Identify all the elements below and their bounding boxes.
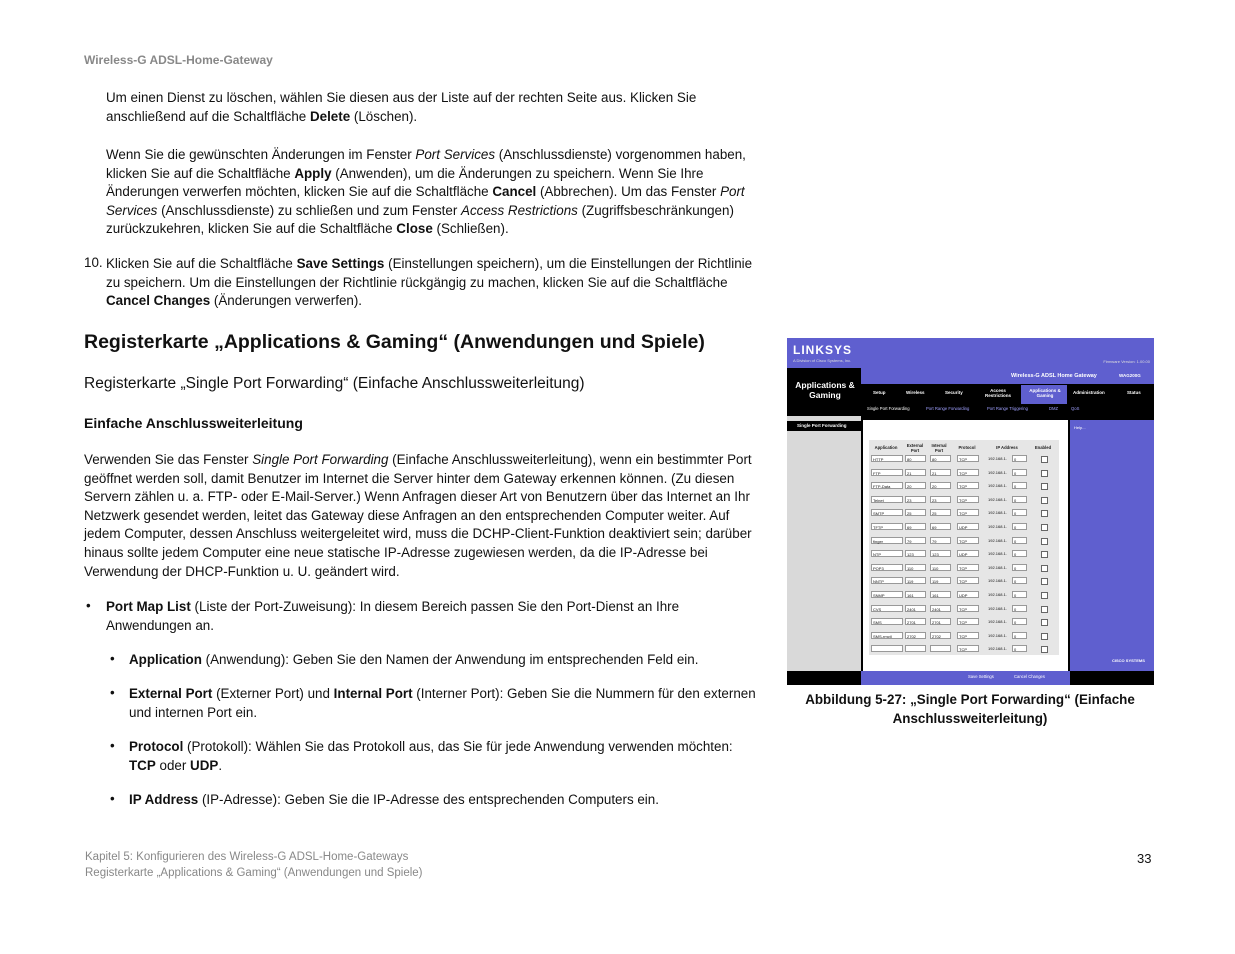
step-number: 10. xyxy=(84,255,103,270)
internal-port-field[interactable]: 21 xyxy=(930,469,951,476)
external-port-field[interactable]: 2702 xyxy=(905,632,926,639)
bold-text: UDP xyxy=(190,757,219,773)
text: (Schließen). xyxy=(432,221,509,237)
ip-prefix: 192.168.1. xyxy=(988,483,1007,489)
enabled-checkbox[interactable] xyxy=(1041,606,1048,613)
text: (Änderungen verwerfen). xyxy=(210,293,363,309)
bold-text: Internal Port xyxy=(333,686,413,701)
ip-prefix: 192.168.1. xyxy=(988,524,1007,529)
enabled-checkbox[interactable] xyxy=(1041,497,1048,504)
enabled-checkbox[interactable] xyxy=(1041,510,1048,517)
internal-port-field[interactable] xyxy=(930,645,951,652)
italic-text: Port Services xyxy=(415,147,496,162)
protocol-select[interactable]: TCP xyxy=(957,618,979,625)
subsection-heading: Registerkarte „Single Port Forwarding“ (Einfache Anschlussweiterleitung) xyxy=(84,375,585,392)
ip-prefix: 192.168.1. xyxy=(988,592,1007,597)
ip-last-octet-field[interactable]: 0 xyxy=(1012,618,1027,625)
save-settings-button[interactable]: Save Settings xyxy=(968,674,994,679)
section-title: Applications & Gaming xyxy=(795,380,855,400)
external-port-field[interactable]: 2401 xyxy=(905,605,926,612)
ip-last-octet-field[interactable]: 0 xyxy=(1012,455,1027,462)
left-gray-panel xyxy=(787,416,861,671)
bullet-port-map-list xyxy=(106,598,726,635)
enabled-checkbox[interactable] xyxy=(1041,578,1048,585)
application-field[interactable]: POP3 xyxy=(871,564,903,571)
sub-subsection-heading: Einfache Anschlussweiterleitung xyxy=(84,415,303,431)
table-row xyxy=(869,523,1059,533)
logo-subtitle: A Division of Cisco Systems, Inc. xyxy=(793,358,852,363)
column-header: Protocol xyxy=(958,445,976,450)
ip-last-octet-field[interactable]: 0 xyxy=(1012,523,1027,530)
application-field[interactable]: NNTP xyxy=(871,577,903,584)
text: Verwenden Sie das Fenster xyxy=(84,452,253,467)
tab-access-restrictions[interactable]: Access Restrictions xyxy=(984,388,1011,398)
internal-port-field[interactable]: 123 xyxy=(930,550,951,557)
table-row xyxy=(869,591,1059,601)
tab-administration[interactable]: Administration xyxy=(1073,390,1105,395)
application-field[interactable] xyxy=(871,645,903,652)
bold-text: Save Settings xyxy=(296,256,385,271)
subtab-port-range-forwarding[interactable]: Port Range Forwarding xyxy=(926,406,970,411)
table-row xyxy=(869,496,1059,506)
ip-prefix: 192.168.1. xyxy=(988,456,1007,461)
ip-prefix: 192.168.1. xyxy=(988,646,1007,652)
bullet-symbol: • xyxy=(110,685,115,700)
bold-text: External Port xyxy=(129,686,213,701)
ip-last-octet-field[interactable]: 0 xyxy=(1012,645,1027,652)
text: Wenn Sie die gewünschten Änderungen im Fenster xyxy=(106,147,416,162)
enabled-checkbox[interactable] xyxy=(1041,592,1048,599)
bold-text: Port Map List xyxy=(106,599,191,614)
bold-text: TCP xyxy=(129,757,156,773)
text: . xyxy=(218,757,223,773)
bullet-symbol: • xyxy=(110,738,115,753)
cancel-changes-button[interactable]: Cancel Changes xyxy=(1014,674,1045,679)
application-field[interactable]: CVS xyxy=(871,605,903,612)
internal-port-field[interactable]: 80 xyxy=(930,455,951,462)
cisco-logo: CISCO SYSTEMS xyxy=(1112,658,1145,663)
paragraph-delete xyxy=(106,89,746,126)
application-field[interactable]: SMS xyxy=(871,618,903,625)
table-row xyxy=(869,618,1059,628)
tab-security[interactable]: Security xyxy=(945,390,963,395)
enabled-checkbox[interactable] xyxy=(1041,633,1048,640)
text: (Anwenden), um die Änderungen zu speichern. Wenn Sie Ihre Änderungen verwerfen möchten, klicken Sie auf die Schaltfläche xyxy=(106,165,704,200)
external-port-field[interactable]: 79 xyxy=(905,537,926,544)
bold-text: Application xyxy=(129,652,202,667)
section-heading: Registerkarte „Applications & Gaming“ (Anwendungen und Spiele) xyxy=(84,331,705,353)
text: (Anschlussdienste) zu schließen und zum Fenster xyxy=(157,202,462,218)
left-section-label: Single Port Forwarding xyxy=(797,423,847,428)
table-row xyxy=(869,550,1059,560)
text: oder xyxy=(155,757,191,773)
bold-text: Apply xyxy=(294,165,332,181)
table-row xyxy=(869,482,1059,492)
ip-last-octet-field[interactable]: 0 xyxy=(1012,591,1027,598)
internal-port-field[interactable]: 79 xyxy=(930,537,951,544)
tab-setup[interactable]: Setup xyxy=(873,390,886,395)
ip-prefix: 192.168.1. xyxy=(988,469,1007,475)
application-field[interactable]: TFTP xyxy=(871,523,903,530)
bold-text: IP Address xyxy=(129,792,199,807)
bold-text: Delete xyxy=(309,108,351,124)
internal-port-field[interactable]: 25 xyxy=(930,509,951,516)
step-10-text xyxy=(106,255,766,311)
text: (Einfache Anschlussweiterleitung), wenn ein bestimmter Port geöffnet werden soll, damit Benutzer im Internet die Server hinter dem Gateway erkennen können. (Zu diesen Servern zählen u. a. FTP- oder E-Mail-Server.) Wenn Anfragen dieser Art von Benutzern über das Internet an Ihr Netzwerk gesendet werden, leitet das Gateway diese Anfragen an den entsprechenden Computer weiter. Auf jedem Computer, dessen Anschluss weitergeleitet wird, muss die DCHP-Client-Funktion deaktiviert sein; darüber hinaus sollte jedem Computer eine neue statische IP-Adresse zugewiesen werden, da die IP-Adresse bei Verwendung der DHCP-Funktion u. U. geändert wird. xyxy=(84,452,752,579)
bold-text: Cancel Changes xyxy=(106,293,211,309)
bold-text: Cancel xyxy=(492,184,537,200)
ip-prefix: 192.168.1. xyxy=(988,510,1007,516)
italic-text: Access Restrictions xyxy=(461,202,578,218)
application-field[interactable]: FTP-Data xyxy=(871,482,903,489)
ip-last-octet-field[interactable]: 0 xyxy=(1012,564,1027,571)
application-field[interactable]: SNMP xyxy=(871,591,903,598)
column-header: External Port xyxy=(906,443,924,453)
bullet-symbol: • xyxy=(86,598,91,613)
table-row xyxy=(869,469,1059,479)
internal-port-field[interactable]: 2701 xyxy=(930,618,951,625)
subtab-qos[interactable]: QoS xyxy=(1071,406,1080,411)
protocol-select[interactable]: TCP xyxy=(957,469,979,476)
table-row xyxy=(869,605,1059,615)
external-port-field[interactable]: 23 xyxy=(905,496,926,503)
protocol-select[interactable]: TCP xyxy=(957,564,979,571)
protocol-select[interactable]: TCP xyxy=(957,577,979,584)
enabled-checkbox[interactable] xyxy=(1041,538,1048,545)
external-port-field[interactable]: 80 xyxy=(905,455,926,462)
internal-port-field[interactable]: 23 xyxy=(930,496,951,503)
paragraph-port-services xyxy=(106,146,761,239)
ip-last-octet-field[interactable]: 0 xyxy=(1012,605,1027,612)
ip-prefix: 192.168.1. xyxy=(988,578,1007,584)
ip-last-octet-field[interactable]: 0 xyxy=(1012,550,1027,557)
application-field[interactable]: SMTP xyxy=(871,509,903,516)
table-row xyxy=(869,509,1059,519)
tab-status[interactable]: Status xyxy=(1127,390,1141,395)
product-bar xyxy=(861,368,1154,384)
text: (Anschlussdienste) vorgenommen haben, klicken Sie auf die Schaltfläche xyxy=(106,147,746,181)
help-link[interactable]: Help... xyxy=(1074,425,1086,430)
table-row xyxy=(869,455,1059,465)
cisco-footer xyxy=(1070,671,1154,685)
text: (IP-Adresse): Geben Sie die IP-Adresse des entsprechenden Computers ein. xyxy=(198,792,659,807)
running-header: Wireless-G ADSL-Home-Gateway xyxy=(84,53,273,67)
help-panel xyxy=(1070,420,1154,671)
external-port-field[interactable]: 119 xyxy=(905,577,926,584)
text: Klicken Sie auf die Schaltfläche xyxy=(106,256,297,271)
router-screenshot-figure xyxy=(787,338,1154,685)
protocol-select[interactable]: TCP xyxy=(957,537,979,544)
enabled-checkbox[interactable] xyxy=(1041,551,1048,558)
ip-last-octet-field[interactable]: 0 xyxy=(1012,577,1027,584)
enabled-checkbox[interactable] xyxy=(1041,646,1048,653)
text: (Einstellungen speichern), um die Einstellungen der Richtlinie zu speichern. Um die Einstellungen der Richtlinie rückgängig zu machen, klicken Sie auf die Schaltfläche xyxy=(106,256,753,290)
protocol-select[interactable]: TCP xyxy=(957,455,979,462)
table-row xyxy=(869,632,1059,642)
italic-text: Single Port Forwarding xyxy=(252,452,389,467)
external-port-field[interactable]: 25 xyxy=(905,509,926,516)
text: (Anwendung): Geben Sie den Namen der Anwendung im entsprechenden Feld ein. xyxy=(201,652,699,667)
page-number: 33 xyxy=(1137,851,1152,866)
text: (Interner Port): Geben Sie die Nummern für den externen und internen Port ein. xyxy=(129,686,756,720)
enabled-checkbox[interactable] xyxy=(1041,483,1048,490)
bold-text: Close xyxy=(396,221,433,237)
ip-prefix: 192.168.1. xyxy=(988,632,1007,638)
protocol-select[interactable]: UDP xyxy=(957,523,979,530)
footer-section: Registerkarte „Applications & Gaming“ (Anwendungen und Spiele) xyxy=(85,867,423,879)
external-port-field[interactable]: 110 xyxy=(905,564,926,571)
footer-chapter: Kapitel 5: Konfigurieren des Wireless-G ADSL-Home-Gateways xyxy=(85,851,409,863)
ip-last-octet-field[interactable]: 0 xyxy=(1012,496,1027,503)
bullet-protocol xyxy=(129,738,761,775)
bullet-symbol: • xyxy=(110,651,115,666)
column-header: Internal Port xyxy=(931,443,947,453)
ip-last-octet-field[interactable]: 0 xyxy=(1012,509,1027,516)
ip-last-octet-field[interactable]: 0 xyxy=(1012,632,1027,639)
linksys-logo: LINKSYS xyxy=(793,343,853,357)
text: (Zugriffsbeschränkungen) zurückzukehren, klicken Sie auf die Schaltfläche xyxy=(106,202,734,237)
text: (Protokoll): Wählen Sie das Protokoll aus, das Sie für jede Anwendung verwenden möchten: xyxy=(183,739,733,754)
external-port-field[interactable]: 21 xyxy=(905,469,926,476)
protocol-select[interactable]: TCP xyxy=(957,482,979,489)
application-field[interactable]: NTP xyxy=(871,550,903,557)
enabled-checkbox[interactable] xyxy=(1041,524,1048,531)
enabled-checkbox[interactable] xyxy=(1041,470,1048,477)
protocol-select[interactable]: UDP xyxy=(957,550,979,557)
bullet-ports xyxy=(129,685,761,722)
tab-wireless[interactable]: Wireless xyxy=(906,390,925,395)
ip-last-octet-field[interactable]: 0 xyxy=(1012,482,1027,489)
product-name: Wireless-G ADSL Home Gateway xyxy=(1011,373,1097,379)
bold-text: Protocol xyxy=(129,739,184,754)
enabled-checkbox[interactable] xyxy=(1041,456,1048,463)
internal-port-field[interactable]: 110 xyxy=(930,564,951,571)
model-name: WAG200G xyxy=(1119,373,1141,378)
protocol-select[interactable]: TCP xyxy=(957,632,979,639)
subtab-port-range-triggering[interactable]: Port Range Triggering xyxy=(987,406,1028,411)
bullet-application xyxy=(129,651,759,670)
internal-port-field[interactable]: 119 xyxy=(930,577,951,584)
ip-prefix: 192.168.1. xyxy=(988,619,1007,625)
table-row xyxy=(869,645,1059,655)
application-field[interactable]: Telnet xyxy=(871,496,903,503)
subtab-single-port-forwarding[interactable]: Single Port Forwarding xyxy=(867,406,910,411)
protocol-select[interactable]: TCP xyxy=(957,509,979,516)
figure-caption: Abbildung 5-27: „Single Port Forwarding“ (Einfache Anschlussweiterleitung) xyxy=(805,692,1135,726)
column-header: Application xyxy=(874,445,898,450)
bullet-symbol: • xyxy=(110,791,115,806)
internal-port-field[interactable]: 2702 xyxy=(930,632,951,639)
external-port-field[interactable]: 20 xyxy=(905,482,926,489)
paragraph-single-port xyxy=(84,451,764,581)
enabled-checkbox[interactable] xyxy=(1041,565,1048,572)
ip-prefix: 192.168.1. xyxy=(988,605,1007,611)
subtab-dmz[interactable]: DMZ xyxy=(1049,406,1059,411)
text: (Externer Port) und xyxy=(212,686,334,701)
application-field[interactable]: FTP xyxy=(871,469,903,476)
application-field[interactable]: HTTP xyxy=(871,455,903,462)
protocol-select[interactable]: TCP xyxy=(957,605,979,612)
column-header: Enabled xyxy=(1034,445,1052,450)
protocol-select[interactable]: UDP xyxy=(957,591,979,598)
ip-prefix: 192.168.1. xyxy=(988,564,1007,570)
ip-last-octet-field[interactable]: 0 xyxy=(1012,469,1027,476)
external-port-field[interactable] xyxy=(905,645,926,652)
internal-port-field[interactable]: 20 xyxy=(930,482,951,489)
firmware-version: Firmware Version: 1.00.00 xyxy=(1103,359,1150,364)
bullet-ip-address xyxy=(129,791,759,810)
table-row xyxy=(869,537,1059,547)
text: (Liste der Port-Zuweisung): In diesem Bereich passen Sie den Port-Dienst an Ihre Anwendungen an. xyxy=(106,599,680,633)
internal-port-field[interactable]: 2401 xyxy=(930,605,951,612)
table-row xyxy=(869,564,1059,574)
enabled-checkbox[interactable] xyxy=(1041,619,1048,626)
external-port-field[interactable]: 161 xyxy=(905,591,926,598)
italic-text: Port Services xyxy=(106,184,745,218)
ip-prefix: 192.168.1. xyxy=(988,551,1007,557)
application-field[interactable]: SMS-rmctl xyxy=(871,632,903,639)
application-field[interactable]: finger xyxy=(871,537,903,544)
tab-applications-gaming[interactable]: Applications & Gaming xyxy=(1029,388,1061,398)
table-row xyxy=(869,577,1059,587)
external-port-field[interactable]: 69 xyxy=(905,523,926,530)
external-port-field[interactable]: 123 xyxy=(905,550,926,557)
protocol-select[interactable]: TCP xyxy=(957,645,979,652)
external-port-field[interactable]: 2701 xyxy=(905,618,926,625)
text: Um einen Dienst zu löschen, wählen Sie diesen aus der Liste auf der rechten Seite aus. Klicken Sie anschließend auf die Schaltfläche xyxy=(106,90,697,124)
internal-port-field[interactable]: 69 xyxy=(930,523,951,530)
text: (Löschen). xyxy=(350,108,418,124)
protocol-select[interactable]: TCP xyxy=(957,496,979,503)
internal-port-field[interactable]: 161 xyxy=(930,591,951,598)
column-header: IP Address xyxy=(996,445,1018,450)
ip-prefix: 192.168.1. xyxy=(988,537,1007,543)
ip-last-octet-field[interactable]: 0 xyxy=(1012,537,1027,544)
ip-prefix: 192.168.1. xyxy=(988,496,1007,502)
text: (Abbrechen). Um das Fenster xyxy=(536,184,721,200)
